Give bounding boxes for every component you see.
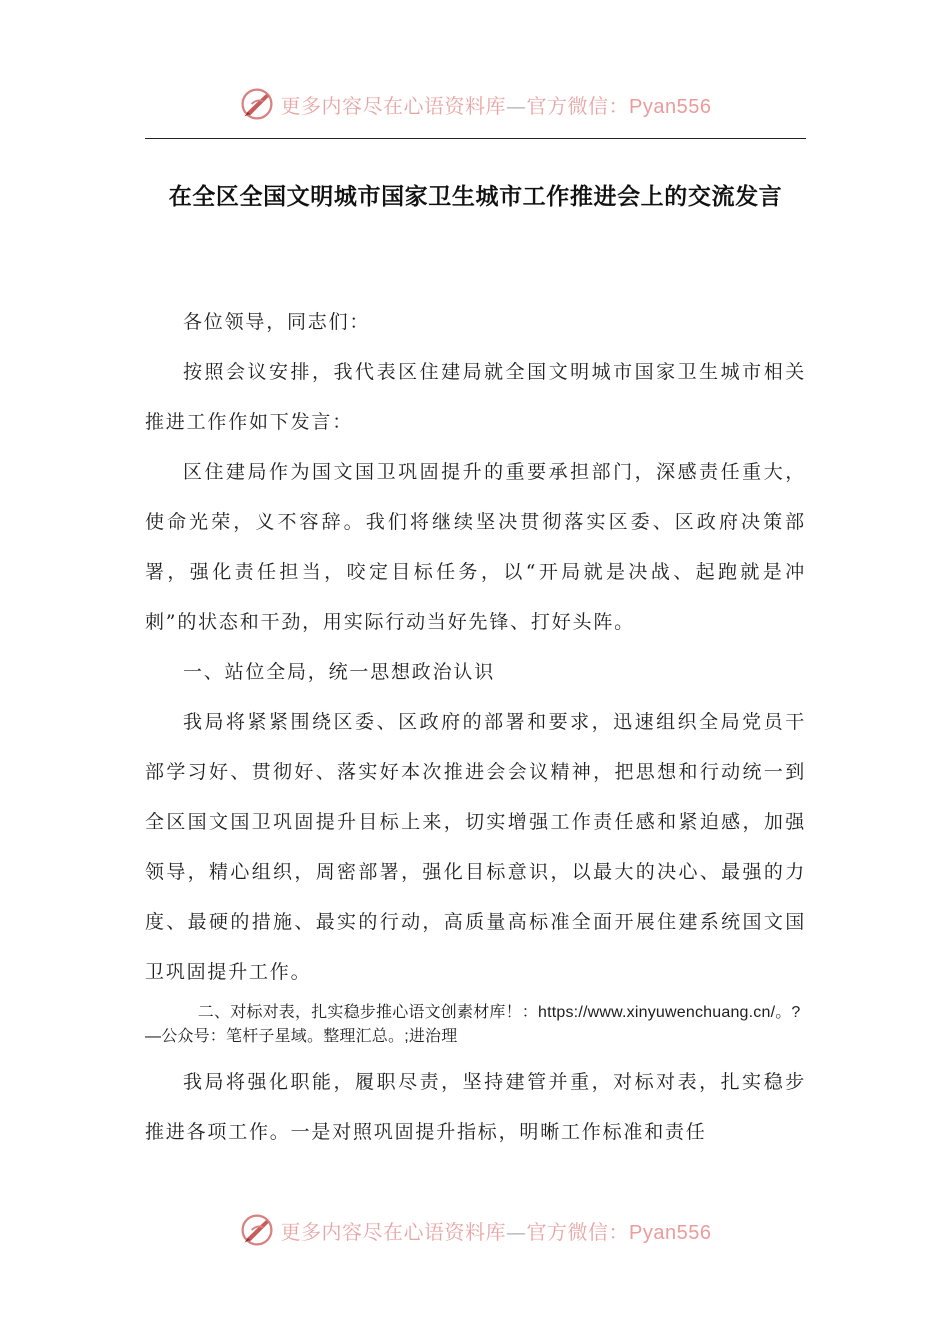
watermark-label: 官方微信： (526, 1219, 630, 1244)
watermark-banner-top (0, 78, 950, 130)
body-paragraph: 我局将强化职能，履职尽责，坚持建管并重，对标对表，扎实稳步推进各项工作。一是对照巩固提升指标，明晰工作标准和责任 (145, 1071, 806, 1143)
watermark-text (281, 90, 712, 119)
ink-pen-logo-icon (239, 86, 275, 122)
document-title: 在全区全国文明城市国家卫生城市工作推进会上的交流发言 (168, 184, 783, 210)
body-paragraph: 我局将紧紧围绕区委、区政府的部署和要求，迅速组织全局党员干部学习好、贯彻好、落实好本次推进会会议精神，把思想和行动统一到全区国文国卫巩固提升目标上来，切实增强工作责任感和紧迫感，加强领导，精心组织，周密部署，强化目标意识，以最大的决心、最强的力度、最硬的措施、最实的行动，高质量高标准全面开展住建系统国文国卫巩固提升工作。 (145, 711, 806, 983)
watermark-handle: Pyan556 (629, 95, 712, 118)
watermark-separator: — (506, 1219, 527, 1244)
watermark-brand: 更多内容尽在心语资料库 (280, 1219, 507, 1244)
section-heading: 一、站位全局，统一思想政治认识 (183, 661, 496, 683)
salutation: 各位领导，同志们： (183, 311, 371, 333)
body-paragraph: 区住建局作为国文国卫巩固提升的重要承担部门，深感责任重大，使命光荣，义不容辞。我们将继续坚决贯彻落实区委、区政府决策部署，强化责任担当，咬定目标任务，以“开局就是决战、起跑就是冲刺”的状态和干劲，用实际行动当好先锋、打好头阵。 (145, 461, 806, 633)
document-body (145, 297, 806, 1157)
ink-pen-logo-icon (239, 1212, 275, 1248)
body-paragraph: 按照会议安排，我代表区住建局就全国文明城市国家卫生城市相关推进工作作如下发言： (145, 361, 806, 433)
watermark-separator: — (506, 93, 527, 118)
watermark-banner-bottom (0, 1204, 950, 1256)
watermark-text (281, 1216, 712, 1245)
watermark-handle: Pyan556 (629, 1221, 712, 1244)
watermark-label: 官方微信： (526, 93, 630, 118)
section-heading-inserted: 二、对标对表，扎实稳步推心语文创素材库！：https://www.xinyuwenchuang.cn/。?—公众号：笔杆子星域。整理汇总。;进治理 (145, 1004, 801, 1045)
watermark-brand: 更多内容尽在心语资料库 (280, 93, 507, 118)
header-divider (145, 138, 806, 139)
